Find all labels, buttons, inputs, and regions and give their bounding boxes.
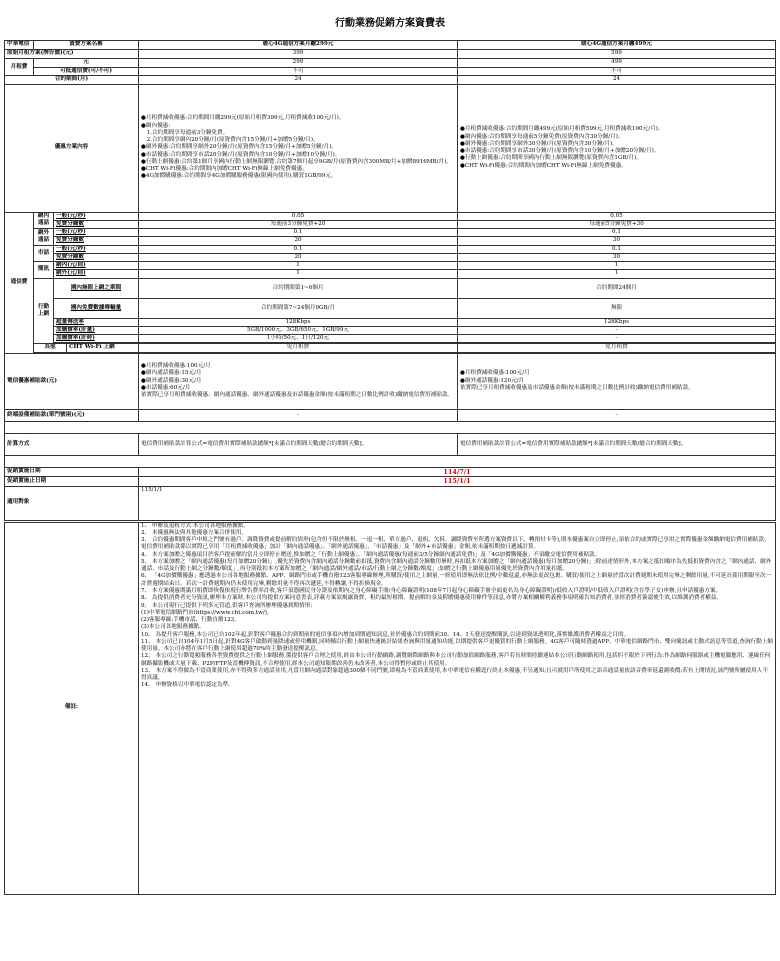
- promo-line: ●網外優惠:合約期間享網外30分鐘/月(原資費內含30分鐘/月)。: [460, 140, 618, 147]
- notes-label: 備註:: [5, 522, 139, 894]
- out-free-499: 30: [458, 237, 776, 245]
- over-speed-label: 超量傳送率: [54, 318, 139, 326]
- end-date: 115/1/1: [139, 477, 776, 486]
- promo-line: ●行動上網優惠:合約期間享國內行動上網無限瀏覽(原資費內含1GB/月)。: [460, 155, 642, 162]
- land-free: 免費分鐘數: [54, 253, 139, 261]
- header-plan-name: 資費方案名稱: [34, 41, 139, 50]
- calc-499: 電信費用補貼款計算公式=電信費用實際補貼款總額*[未滿合約期間天數/總合約期間天數]。: [458, 433, 776, 455]
- note-item: 3、 合約優惠期間客戶申租之門號有過戶、調降資費或提前解約情形(包含但不限於換租、一退一租、單方過戶、退租、欠拆、調降資費至所選方案資費以下、轉預付卡等),則本優惠案自立即停止,須依合約或實際已享用之實際優惠金額繳納電信費用補貼款。電信費用補貼款係以實際已享用「月租費減收優惠」加計「網內通話優惠」、「網外通話優惠」、「市話優惠」及「網外+市話優惠」金額,依未滿租期按日遞減計算。: [141, 537, 770, 551]
- device-499: -: [458, 409, 776, 421]
- subsidy-299: [139, 353, 458, 409]
- end-label: 促銷實施止日期: [5, 477, 139, 486]
- subsidy-line: 依實際已享月租費減收優惠、網內通話優惠、網外通話優惠及市話優惠金額(按未滿租期之日數比例計收)繳納電信費用補貼款。: [141, 392, 454, 399]
- promo-line: ●月租費減收優惠:合約期間月繳499元(原始月租費599元,月租費減收100元/月)。: [460, 126, 664, 133]
- note-item: (3)本公司各地服務據點。: [141, 624, 205, 631]
- monthly-unit: 元: [34, 59, 139, 68]
- promo-line: ●市話優惠:合約期間享市話30分鐘/月(原資費內含10分鐘/月+加贈20分鐘/月)。: [460, 148, 660, 155]
- contract-299: 24: [139, 76, 458, 84]
- start-label: 促銷實施日期: [5, 467, 139, 476]
- sms-out-label: 網外(元/則): [54, 270, 139, 278]
- header-company: 中華電信: [5, 41, 34, 50]
- unl-299: 合約期間第1~6個月: [139, 278, 458, 298]
- out-net-label: 網外通話: [34, 229, 54, 246]
- unl-499: 合約期間24個月: [458, 278, 776, 298]
- monthly-499: 499: [458, 59, 776, 68]
- over-299: 128Kbps: [139, 318, 458, 326]
- sms-out-499: 1: [458, 270, 776, 278]
- wifi-499: 免月租費: [458, 344, 776, 352]
- calc-299: 電信費用補貼款計算公式=電信費用實際補貼款總額*[未滿合約期間天數/總合約期間天數]。: [139, 433, 458, 455]
- promo-499: [458, 84, 776, 212]
- wifi-label: CHT Wi-Fi 上網: [67, 344, 139, 352]
- applicable-label: 適用對象: [5, 486, 139, 520]
- sms-out-299: 1: [139, 270, 458, 278]
- note-item: 9、 本公司現行已提供下列多元管道,供客戶查詢所辦理優惠到期情形:: [141, 602, 313, 609]
- note-item: 2、 本優惠無法與其他優惠方案合併使用。: [141, 529, 248, 536]
- deduct-499: 不可: [458, 68, 776, 76]
- promo-line: ●月租費減收優惠:合約期間月繳299元(原始月租費399元,月租費減收100元/月)。: [141, 115, 345, 122]
- orig-fee-label: 原始月租方案(牌告價)(元): [5, 50, 139, 59]
- comm-label: 通信費: [5, 212, 34, 353]
- start-date: 114/7/1: [139, 467, 776, 476]
- mobile-label: 行動上網: [34, 278, 54, 344]
- over-499: 128Kbps: [458, 318, 776, 326]
- monthly-label: 月租費: [5, 59, 34, 76]
- subsidy-line: ●網外通話優惠:120元/月: [460, 377, 525, 384]
- land-free-499: 30: [458, 253, 776, 261]
- land-free-299: 20: [139, 253, 458, 261]
- page-title: 行動業務促銷方案資費表: [335, 18, 445, 29]
- addon-time-label: 加購費率(計時): [54, 335, 139, 343]
- subsidy-line: ●市話優惠:60元/月: [141, 384, 191, 391]
- data-incl-label: 國內免費數據傳輸量: [54, 298, 139, 318]
- in-net-label: 網內通話: [34, 212, 54, 229]
- notes-list: [139, 522, 776, 894]
- subsidy-label: 電信優惠補貼款(元): [5, 353, 139, 409]
- promo-line: ●網外優惠:合約期間享網外20分鐘/月(原資費內含15分鐘/月+加贈5分鐘/月)。: [141, 144, 337, 151]
- time-299: 1小時/50元、1日/120元: [139, 335, 458, 343]
- vol-299: 5GB/1000元、3GB/650元、1GB/99元: [139, 326, 458, 334]
- note-item: (1)中華電信網路門市(https://www.cht.com.tw/)。: [141, 609, 273, 616]
- deduct-299: 不可: [139, 68, 458, 76]
- header-plan-499: 暖心4G通信方案月繳499元: [458, 41, 776, 50]
- land-gen-299: 0.1: [139, 245, 458, 253]
- promo-line: ●網內優惠:: [141, 122, 171, 129]
- sms-in-label: 網內(元/則): [54, 262, 139, 270]
- in-free-499: 每通前5分鐘免費+30: [458, 220, 776, 228]
- in-gen-299: 0.05: [139, 212, 458, 220]
- subsidy-line: ●網內通話優惠:15元/月: [141, 370, 202, 377]
- in-net-general: 一般(元/秒): [54, 212, 139, 220]
- vol-499: -: [458, 326, 776, 334]
- addon-vol-label: 加購費率(計量): [54, 326, 139, 334]
- device-299: -: [139, 409, 458, 421]
- promo-line: ●CHT Wi-Fi優惠:合約期間內加贈CHT Wi-Fi無線上網免費優惠。: [460, 162, 627, 169]
- land-general: 一般(元/秒): [54, 245, 139, 253]
- out-net-general: 一般(元/秒): [54, 229, 139, 237]
- subsidy-line: ●月租費減收優惠:100元/月: [141, 363, 211, 370]
- unlimited-label: 國內無限上網之期間: [54, 278, 139, 298]
- data-499: 無限: [458, 298, 776, 318]
- note-item: 6、 「4G加價購優惠」應透過本公司各地服務據點、APP、網路門市或手機直撥123客服專線辦理,所購買/使用之上網量,一經使用即無法依比例/全數退還,亦無法更改包裹。購買/使用之上網量於當次計費週期未使用完畢之剩餘用量,不可延長使用期限至次一計費週期結束日。若次一計費週期內仍未使用完畢,剩餘用量不得再次遞延,不得轉讓,不得折換現金。: [141, 573, 772, 587]
- note-item: 14、 申辦資格以中華電信認定為準。: [141, 682, 234, 689]
- promo-line: 2.合約期間享網內20分鐘/月(原資費內含15分鐘/月+加贈5分鐘/月)。: [141, 137, 319, 144]
- data-299: 合約期間第7~24個月9GB/月: [139, 298, 458, 318]
- header-plan-299: 暖心4G通信方案月繳299元: [139, 41, 458, 50]
- calc-label: 計算方式: [5, 433, 139, 455]
- in-free-299: 每通前3分鐘免費+20: [139, 220, 458, 228]
- note-item: 12、 本公司之行動寬頻服務各型資費提供之行動上網服務,係提供客戶合理之使用,經由本公司行動網路,調覽網際網路與本公司行動加值網路服務,客戶若長時間持續連結本公司行動網路使用,包括但不限於下列行為:作為網路伺服器或主機電腦應用、連線任何網路攝影機或大量下載、P2P/FTP及當機傳資訊,不合理使用,經本公司通知限期改善仍未改善者,本公司得暫停或終止其使用。: [141, 653, 771, 667]
- device-label: 終端設備補貼款(單門號兩)(元): [5, 409, 139, 421]
- promo-line: 1.合約期間享每通前3分鐘免費。: [141, 129, 229, 136]
- contract-499: 24: [458, 76, 776, 84]
- orig-fee-499: 599: [458, 50, 776, 59]
- promo-line: ●網內優惠:合約期間享每通前5分鐘免費(原資費內含30分鐘/月)。: [460, 133, 624, 140]
- promo-line: ●CHT Wi-Fi優惠:合約期間內加贈CHT Wi-Fi無線上網免費優惠。: [141, 166, 308, 173]
- note-item: (2)客服專線:手機市話、行動直撥123。: [141, 617, 240, 624]
- note-item: 11、 本公司已自104年1月5日起,針對4G客戶啟動到量降速或停用機制,同時輔以行動上網量快速統計結果查詢與用量通知功能,以期提供客戶更優質的行動上網服務。4G客戶可隨時透過APP、中華電信網路門市、雙向簡訊或主動式訊息等管道,查詢行動上網使用量。本公司亦將在客戶行動上網使用超過70%時主動發送提醒訊息。: [141, 638, 773, 653]
- note-item: 4、 本方案加贈之優惠項目於客戶提前解約當月立即停止贈送,惟加贈之「行動上網優惠」、「網內通話優惠(每通前3/5分鐘網內通話免費)」及「4G加價購優惠」不須繳交電信費用補貼款。: [141, 551, 601, 558]
- subsidy-line: ●月租費減收優惠:100元/月: [460, 370, 530, 377]
- monthly-299: 299: [139, 59, 458, 68]
- applicable-value: 115/1/1: [139, 486, 776, 520]
- subsidy-499: [458, 353, 776, 409]
- promo-line: ●市話優惠:合約期間享市話20分鐘/月(原資費內含10分鐘/月+加贈10分鐘/月)。: [141, 151, 341, 158]
- land-gen-499: 0.1: [458, 245, 776, 253]
- promo-line: ●行動上網優惠:合約第1個月享國內行動上網無限瀏覽,合約第7個月起享9GB/月(原資費內含300MB/月+加贈8916MB/月)。: [141, 158, 452, 165]
- in-net-free: 免費分鐘數: [54, 220, 139, 228]
- in-gen-499: 0.05: [458, 212, 776, 220]
- out-gen-299: 0.1: [139, 229, 458, 237]
- contract-label: 合約期間(月): [5, 76, 139, 84]
- wifi-299: 免月租費: [139, 344, 458, 352]
- subsidy-line: 依實際已享月租費減收優惠及市話優惠金額(按未滿租期之日數比例計收)繳納電信費用補貼款。: [460, 384, 694, 391]
- sms-in-299: 1: [139, 262, 458, 270]
- out-net-free: 免費分鐘數: [54, 237, 139, 245]
- time-499: -: [458, 335, 776, 343]
- deduct-label: 可抵通信費(可/不可): [34, 68, 139, 76]
- sms-label: 簡訊: [34, 262, 54, 279]
- note-item: 10、 為提升客戶服務,本公司已自102年起,針對客戶優惠合約到期前的電信事項內增加到期通知訊息,並於優惠合約到期前30、14、1天發送提醒簡訊,以達到資訊透明化,落實維護消費者權益之目的。: [141, 631, 630, 638]
- other-label: 其他: [34, 344, 67, 352]
- landline-label: 市話: [34, 245, 54, 262]
- promo-label: 優惠方案內容: [5, 84, 139, 212]
- out-free-299: 20: [139, 237, 458, 245]
- sms-in-499: 1: [458, 262, 776, 270]
- promo-299: [139, 84, 458, 212]
- tariff-table: [4, 40, 776, 895]
- out-gen-499: 0.1: [458, 229, 776, 237]
- note-item: 1、 申辦及退租方式:本公司各地服務據點。: [141, 522, 249, 529]
- note-item: 8、 為提供消費者充分資訊,辦理本方案時,本公司均提供方案同意書表,詳載方案須揭露資費、租約最短租期、提前解約金及附贈優惠使用條件等訊息,亦將方案相關權利義務事項明確告知消費者,並經消費者簽認後生效,以維護消費者權益。: [141, 595, 722, 602]
- note-item: 7、 本方案優惠期滿月租費即恢復依現行牌告費率計收,客戶須憑國民身分證及依期內之身心障礙手冊/身心障礙證明(108年7月起身心障礙手冊全面更名為身心障礙證明)/低收入戶證明/中低收入戶證明(含在學子女)申辦,且申請優惠方案。: [141, 587, 722, 594]
- orig-fee-299: 399: [139, 50, 458, 59]
- promo-line: ●4G加價購優惠:合約期間享4G加價購服務優惠(限國內使用),購買1GB/99元。: [141, 173, 337, 180]
- note-item: 13、 本方案不得做為不當商業使用,亦不得與多方通話並用,凡當月網內通話對象超過300個不同門號,即視為不當商業使用,本中華電信有權逕行終止本優惠,不另通知;且可就用戶所使用之語音通話量依語音費率返還測收價;若有上開情況,該門號所屬使用人不得異議。: [141, 667, 768, 682]
- subsidy-line: ●網外通話優惠:30元/月: [141, 377, 202, 384]
- note-item: 5、 本方案加贈之「網內通話優惠(每月加贈20分鐘)」,優先於資費內含網內通話分鐘數前扣抵,資費內含網內通話分鐘數用畢時,再扣抵本方案加贈之「網內通話優惠(每月加贈20分鐘)」;除前述情形外,本方案之抵扣順序為先抵扣資費內含之「網內通話、網外通話、市話及行動上網之分鐘數/額度」,再分別抵扣本方案所加贈之「網內通話/網外通話/市話/行動上網之分鐘數/額度」;加贈之行動上網優惠用量優先於資費內含用量扣抵。: [141, 558, 772, 573]
